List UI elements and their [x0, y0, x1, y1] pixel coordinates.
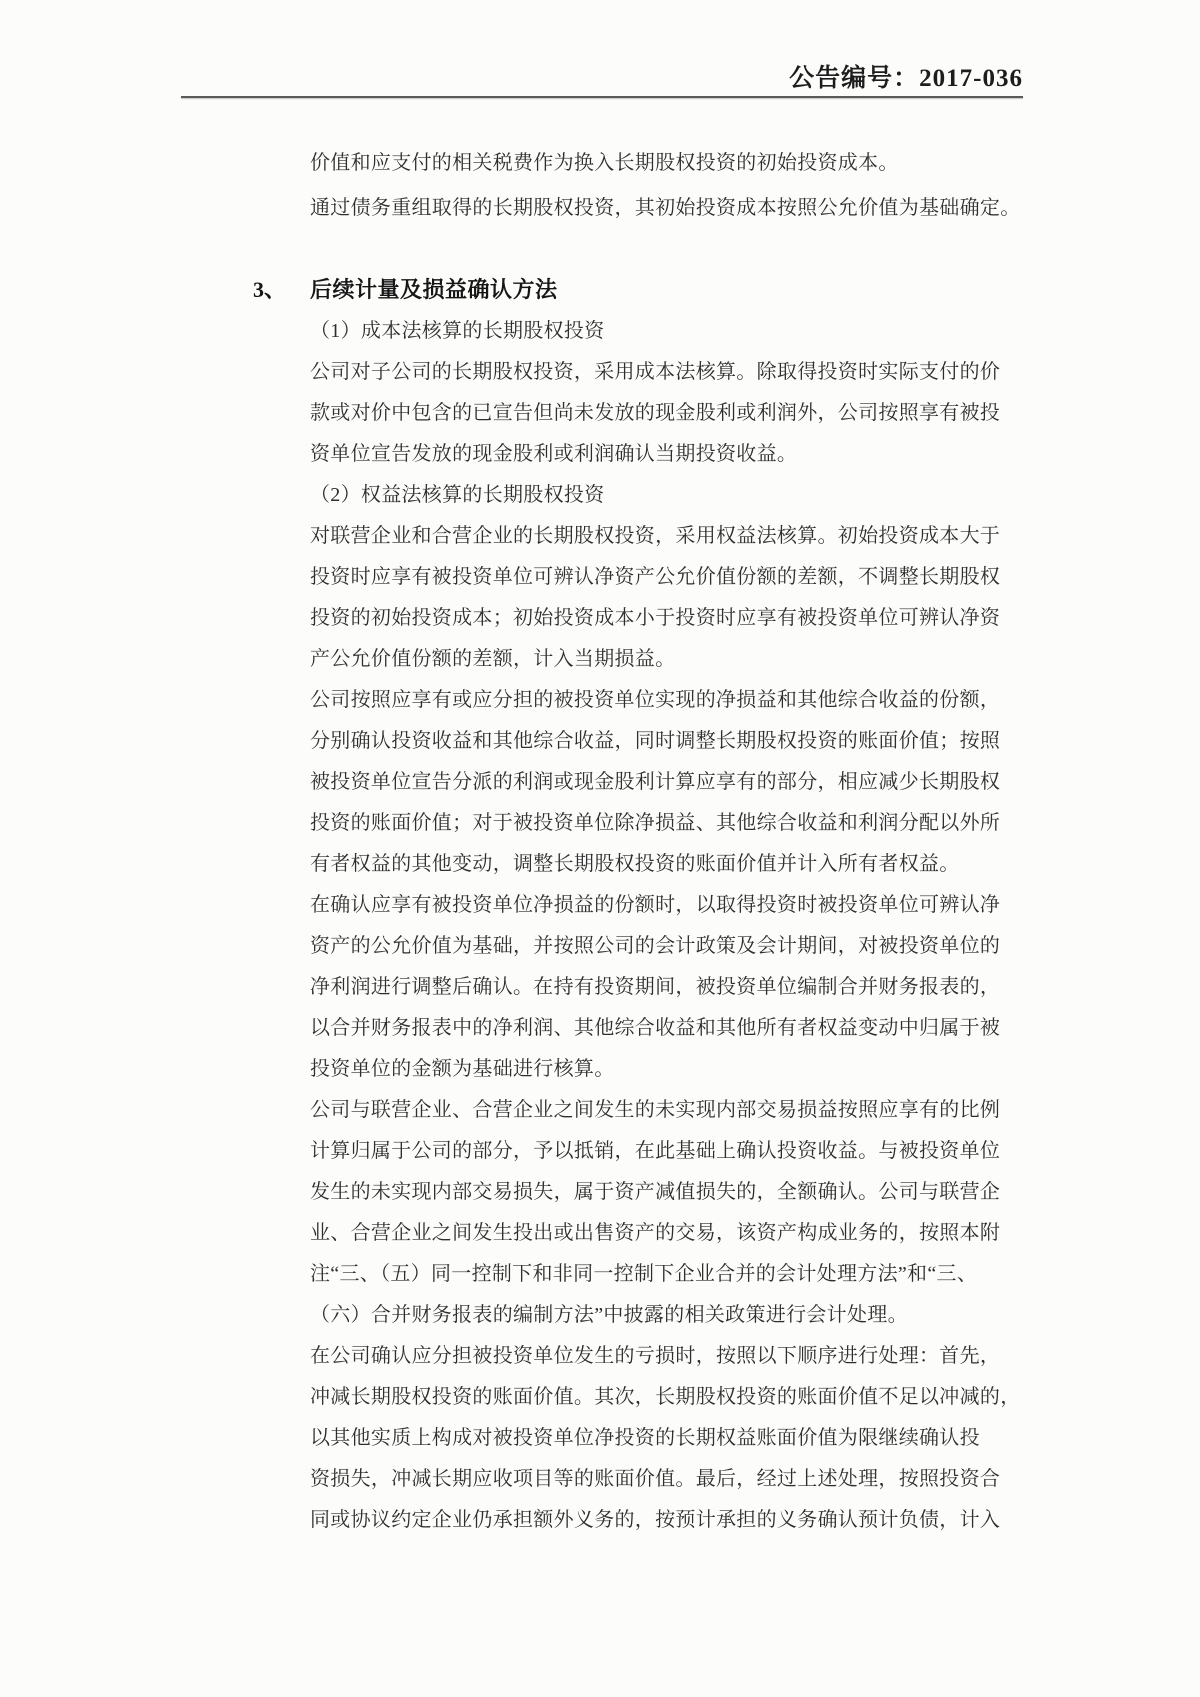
text-line: 冲减长期股权投资的账面价值。其次，长期股权投资的账面价值不足以冲减的，	[310, 1386, 1021, 1408]
text-line: 资单位宣告发放的现金股利或利润确认当期投资收益。	[310, 443, 798, 465]
text-line: 投资单位的金额为基础进行核算。	[310, 1058, 615, 1080]
text-line: 公司按照应享有或应分担的被投资单位实现的净损益和其他综合收益的份额，	[310, 689, 1001, 711]
text-line: （六）合并财务报表的编制方法”中披露的相关政策进行会计处理。	[310, 1304, 908, 1326]
text-line: （2）权益法核算的长期股权投资	[310, 484, 605, 506]
text-line: 投资时应享有被投资单位可辨认净资产公允价值份额的差额，不调整长期股权	[310, 566, 1001, 588]
text-line: 以合并财务报表中的净利润、其他综合收益和其他所有者权益变动中归属于被	[310, 1017, 1001, 1039]
text-line: 投资的账面价值；对于被投资单位除净损益、其他综合收益和利润分配以外所	[310, 812, 1001, 834]
text-line: 在公司确认应分担被投资单位发生的亏损时，按照以下顺序进行处理：首先，	[310, 1345, 1001, 1367]
text-line: 发生的未实现内部交易损失，属于资产减值损失的，全额确认。公司与联营企	[310, 1181, 1001, 1203]
text-line: 资损失，冲减长期应收项目等的账面价值。最后，经过上述处理，按照投资合	[310, 1468, 1001, 1490]
text-line: 以其他实质上构成对被投资单位净投资的长期权益账面价值为限继续确认投	[310, 1427, 980, 1449]
text-line: 价值和应支付的相关税费作为换入长期股权投资的初始投资成本。	[310, 152, 899, 174]
page-header	[180, 58, 1023, 94]
text-line: 公司对子公司的长期股权投资，采用成本法核算。除取得投资时实际支付的价	[310, 361, 1001, 383]
text-line: 资产的公允价值为基础，并按照公司的会计政策及会计期间，对被投资单位的	[310, 935, 1001, 957]
text-line: 在确认应享有被投资单位净损益的份额时，以取得投资时被投资单位可辨认净	[310, 894, 1001, 916]
text-line: （1）成本法核算的长期股权投资	[310, 320, 605, 342]
notice-number: 公告编号：2017-036	[789, 65, 1023, 92]
text-line: 产公允价值份额的差额，计入当期损益。	[310, 648, 676, 670]
text-line: 有者权益的其他变动，调整长期股权投资的账面价值并计入所有者权益。	[310, 853, 960, 875]
text-line: 被投资单位宣告分派的利润或现金股利计算应享有的部分，相应减少长期股权	[310, 771, 1001, 793]
text-line: 同或协议约定企业仍承担额外义务的，按预计承担的义务确认预计负债，计入	[310, 1509, 1001, 1531]
header-divider-line	[181, 96, 1023, 98]
section-heading	[253, 272, 558, 308]
body-text	[310, 311, 1030, 1541]
section-number: 3、	[253, 277, 287, 302]
text-line: 业、合营企业之间发生投出或出售资产的交易，该资产构成业务的，按照本附	[310, 1222, 1001, 1244]
text-line: 净利润进行调整后确认。在持有投资期间，被投资单位编制合并财务报表的，	[310, 976, 1001, 998]
text-line: 公司与联营企业、合营企业之间发生的未实现内部交易损益按照应享有的比例	[310, 1099, 1001, 1121]
text-line: 通过债务重组取得的长期股权投资，其初始投资成本按照公允价值为基础确定。	[310, 197, 1021, 219]
text-line: 计算归属于公司的部分，予以抵销，在此基础上确认投资收益。与被投资单位	[310, 1140, 1001, 1162]
text-line: 投资的初始投资成本；初始投资成本小于投资时应享有被投资单位可辨认净资	[310, 607, 1001, 629]
text-line: 款或对价中包含的已宣告但尚未发放的现金股利或利润外，公司按照享有被投	[310, 402, 1001, 424]
intro-paragraphs	[310, 141, 1030, 231]
section-title: 后续计量及损益确认方法	[310, 277, 558, 302]
text-line: 对联营企业和合营企业的长期股权投资，采用权益法核算。初始投资成本大于	[310, 525, 1001, 547]
text-line: 分别确认投资收益和其他综合收益，同时调整长期股权投资的账面价值；按照	[310, 730, 1001, 752]
text-line: 注“三、（五）同一控制下和非同一控制下企业合并的会计处理方法”和“三、	[310, 1263, 978, 1285]
